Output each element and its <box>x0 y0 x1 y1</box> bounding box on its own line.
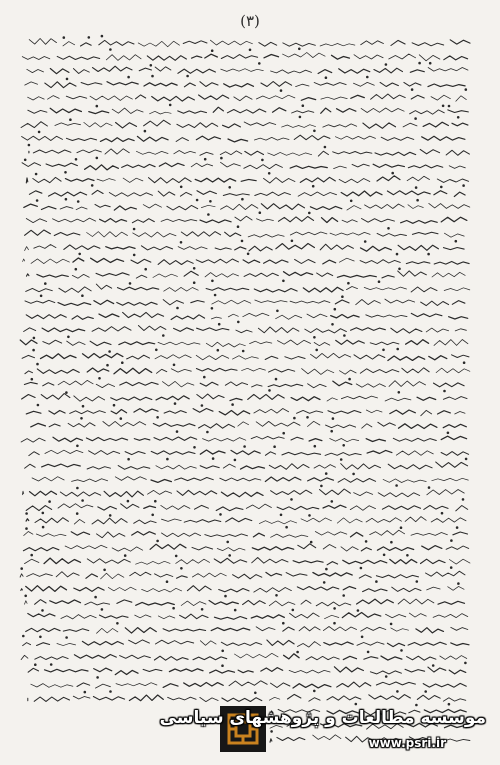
handwritten-line <box>28 89 467 101</box>
handwritten-line <box>28 104 469 114</box>
handwritten-line <box>20 335 468 347</box>
handwritten-line <box>29 445 469 456</box>
page-number: (۳) <box>240 12 260 30</box>
watermark-name: موسسه مطالعات و پژوهشهای سیاسی <box>159 708 486 728</box>
handwritten-line <box>22 130 465 142</box>
handwritten-line <box>21 430 467 442</box>
handwritten-line <box>24 526 468 537</box>
handwritten-line <box>22 48 467 61</box>
handwritten-line <box>31 417 467 429</box>
handwritten-line <box>29 35 470 47</box>
handwritten-line <box>23 253 470 265</box>
handwritten-line <box>28 662 466 674</box>
handwritten-line <box>32 473 468 483</box>
handwritten-line <box>23 540 468 551</box>
handwritten-line <box>28 690 466 701</box>
handwritten-line <box>22 485 464 497</box>
handwritten-line <box>26 172 468 184</box>
handwritten-line <box>31 676 467 688</box>
handwritten-line <box>24 376 464 387</box>
handwritten-line <box>21 116 468 128</box>
handwritten-line <box>26 403 465 416</box>
watermark-url: www.psri.ir <box>368 736 446 750</box>
handwritten-line <box>28 607 468 619</box>
handwritten-line <box>26 512 466 524</box>
handwritten-line <box>29 185 465 197</box>
handwritten-line <box>26 499 468 511</box>
handwritten-line <box>27 62 468 73</box>
handwritten-line <box>25 294 465 305</box>
handwritten-line <box>25 554 471 565</box>
handwritten-line <box>24 321 467 333</box>
handwritten-line <box>25 362 470 374</box>
handwritten-line <box>22 348 469 360</box>
handwritten-line <box>24 198 470 210</box>
handwritten-line <box>22 157 465 170</box>
handwritten-line <box>25 595 465 606</box>
handwritten-line <box>26 280 470 292</box>
handwritten-line <box>26 212 467 223</box>
handwritten-line <box>25 75 465 88</box>
watermark <box>159 706 486 758</box>
handwritten-line <box>25 226 465 237</box>
handwritten-line <box>23 635 470 647</box>
handwritten-line <box>21 581 464 592</box>
handwritten-line <box>22 390 467 402</box>
handwritten-line <box>25 240 465 251</box>
handwritten-line <box>26 622 468 633</box>
handwritten-line <box>28 144 469 156</box>
handwritten-line <box>25 458 468 469</box>
handwritten-line <box>27 268 466 279</box>
handwritten-line <box>21 650 467 661</box>
handwritten-line <box>26 307 468 319</box>
handwritten-line <box>20 567 465 579</box>
